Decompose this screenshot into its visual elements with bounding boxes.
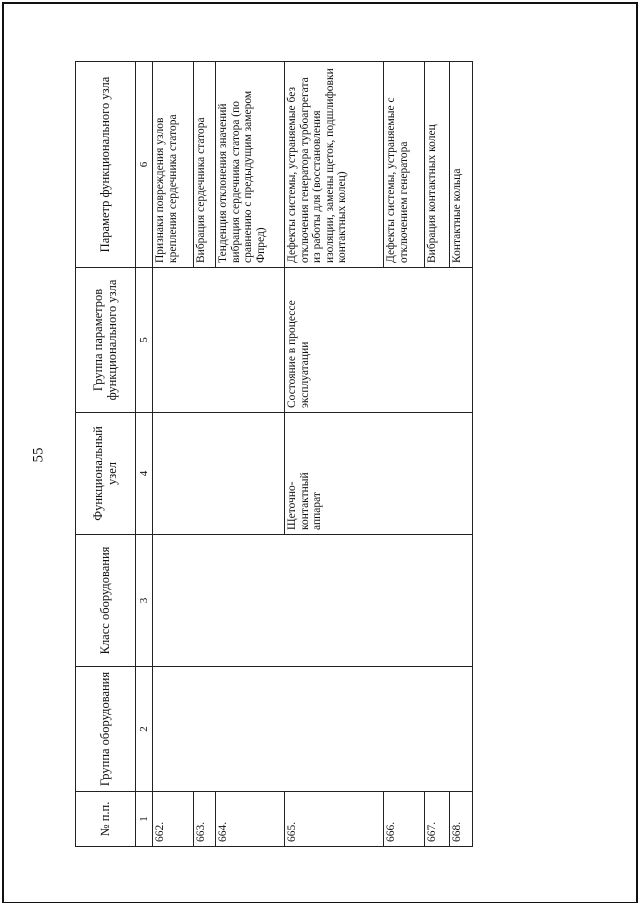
parameter-cell: Дефекты системы, устраняемые с отключением генератора [384, 62, 425, 268]
row-number: 667. [425, 792, 450, 847]
functional-unit-cell: Щеточно-контактный аппарат [285, 413, 473, 535]
functional-unit-cell [153, 413, 285, 535]
column-number: 2 [136, 667, 153, 792]
equipment-parameters-table [75, 61, 473, 847]
parameter-cell: Дефекты системы, устраняемые без отключения генератора турбоагрегата из работы для (восстановления изоляции, замены щеток, подшлифовки контактных колец) [285, 62, 384, 268]
page-number: 55 [30, 447, 47, 463]
column-number: 6 [136, 62, 153, 268]
header-parameter-group: Группа параметров функционального узла [76, 268, 136, 413]
parameter-cell: Вибрация контактных колец [425, 62, 450, 268]
rotated-table-container [75, 62, 472, 847]
parameter-group-cell: Состояние в процессе эксплуатации [285, 268, 473, 413]
parameter-group-cell [153, 268, 285, 413]
header-equipment-class: Класс оборудования [76, 535, 136, 667]
row-number: 663. [194, 792, 216, 847]
column-number: 1 [136, 792, 153, 847]
column-number: 4 [136, 413, 153, 535]
equipment-group-cell [153, 667, 473, 792]
row-number: 664. [216, 792, 285, 847]
parameter-cell: Признаки повреждения узлов крепления сердечника статора [153, 62, 194, 268]
column-numbers-row [136, 62, 153, 847]
row-number: 668. [450, 792, 473, 847]
header-functional-unit: Функциональный узел [76, 413, 136, 535]
table-row [153, 62, 194, 847]
header-number: № п.п. [76, 792, 136, 847]
column-number: 5 [136, 268, 153, 413]
row-number: 665. [285, 792, 384, 847]
header-parameter: Параметр функционального узла [76, 62, 136, 268]
row-number: 662. [153, 792, 194, 847]
parameter-cell: Вибрация сердечника статора [194, 62, 216, 268]
row-number: 666. [384, 792, 425, 847]
column-number: 3 [136, 535, 153, 667]
parameter-cell: Тенденция отклонения значений вибрация сердечника статора (по сравнению с предыдущим замером Фпред) [216, 62, 285, 268]
parameter-cell: Контактные кольца [450, 62, 473, 268]
equipment-class-cell [153, 535, 473, 667]
header-equipment-group: Группа оборудования [76, 667, 136, 792]
header-row [76, 62, 136, 847]
